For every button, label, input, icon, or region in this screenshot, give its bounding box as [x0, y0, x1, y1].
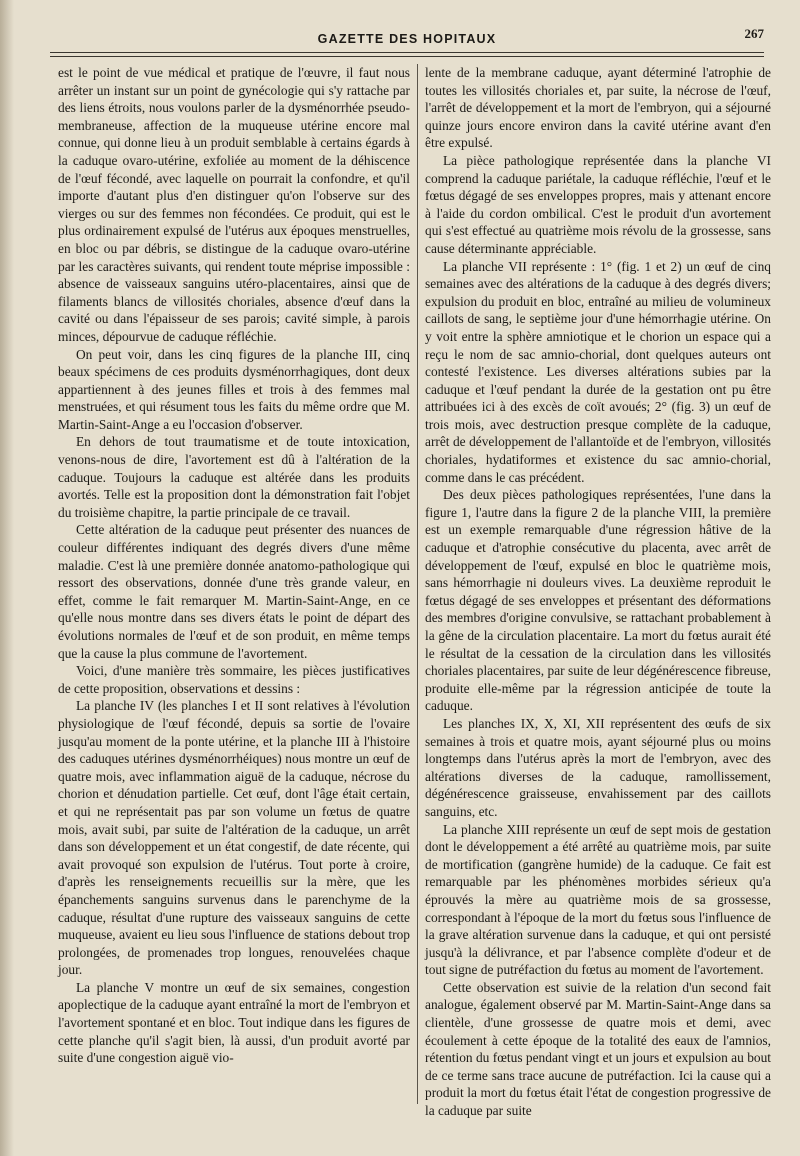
- page-edge-shadow: [0, 0, 14, 1156]
- paragraph: Des deux pièces pathologiques représentées, l'une dans la figure 1, l'autre dans la figure 2 de la planche VIII, la première est un exemple remarquable d'une régression hâtive de la caduque et d'atrophie consécutive du placenta, avec arrêt de développement de l'œuf, expulsé en bloc le quatrième mois, sans hémorrhagie ni douleurs vives. La deuxième reproduit le fœtus dégagé de ses enveloppes et présentant des déformations des membres d'origine convulsive, se rattachant probablement à la gêne de la circulation placentaire. La mort du fœtus aurait été le résultat de la cessation de la circulation dans les villosités choriales placentaires, par suite de leur dégénérescence fibreuse, produite elle-même par la régression anticipée de toute la caduque.: [425, 487, 771, 714]
- right-column: [425, 64, 771, 1120]
- paragraph: En dehors de tout traumatisme et de toute intoxication, venons-nous de dire, l'avortement est dû à l'altération de la caduque. Toujours la caduque est altérée dans les produits avortés. Telle est la proposition dont la démonstration fait l'objet du troisième chapitre, la partie principale de ce travail.: [58, 434, 410, 520]
- column-divider: [417, 64, 418, 1104]
- paragraph: On peut voir, dans les cinq figures de la planche III, cinq beaux spécimens de ces produits dysménorrhagiques, dont deux appartiennent à des jeunes filles et trois à des femmes mal menstruées, et qui résument tous les faits du même ordre que M. Martin-Saint-Ange a eu l'occasion d'observer.: [58, 346, 410, 432]
- paragraph: Cette observation est suivie de la relation d'un second fait analogue, également observé par M. Martin-Saint-Ange dans sa clientèle, d'une grossesse de quatre mois et demi, avec écoulement à cette époque de la totalité des eaux de l'amnios, rétention du fœtus pendant vingt et un jours et expulsion au bout de ce terme sans trace aucune de putréfaction. Ici la cause qui a produit la mort du fœtus était l'état de congestion progressive de la caduque par suite: [425, 979, 771, 1119]
- paragraph: La planche XIII représente un œuf de sept mois de gestation dont le développement a été arrêté au quatrième mois, par suite de mortification (gangrène humide) de la caduque. Ce fait est remarquable par les phénomènes morbides sérieux qu'a éprouvés la mère au quatrième mois de sa grossesse, correspondant à l'époque de la mort du fœtus sous l'influence de la grave altération survenue dans la caduque, et qui ont persisté jusqu'à la délivrance, et par l'absence complète d'odeur et de tout signe de putréfaction du fœtus au moment de l'avortement.: [425, 821, 771, 978]
- paragraph: La planche VII représente : 1° (fig. 1 et 2) un œuf de cinq semaines avec des altérations de la caduque à des degrés divers; expulsion du produit en bloc, entraîné au milieu de volumineux caillots de sang, le septième jour d'une hémorrhagie utérine. On y voit entre la sphère amniotique et le chorion un espace qui a reçu le nom de sac amnio-chorial, dont quelques auteurs ont contesté l'existence. Les diverses altérations subies par la caduque et l'œuf pendant la durée de la gestation ont pu être attribuées ici à des excès de coït avoués; 2° (fig. 3) un œuf de trois mois, avec destruction presque complète de la caduque, arrêt de développement de l'allantoïde et de l'embryon, villosités choriales, hydatiformes et existence du sac amnio-chorial, comme dans le cas précédent.: [425, 258, 771, 485]
- running-title: GAZETTE DES HOPITAUX: [317, 32, 497, 46]
- paragraph: Les planches IX, X, XI, XII représentent des œufs de six semaines à trois et quatre mois, ayant séjourné plus ou moins longtemps dans l'utérus après la mort de l'embryon, avec des altérations diverses de la caduque, ramollissement, dégénérescence graisseuse, envahissement par des caillots sanguins, etc.: [425, 715, 771, 819]
- paragraph: La pièce pathologique représentée dans la planche VI comprend la caduque pariétale, la caduque réfléchie, l'œuf et le fœtus dégagé de ses enveloppes propres, mais y attenant encore à l'aide du cordon ombilical. C'est le produit d'un avortement qui s'est effectué au quatrième mois révolu de la grossesse, sans cause déterminante appréciable.: [425, 152, 771, 256]
- paragraph: Voici, d'une manière très sommaire, les pièces justificatives de cette proposition, observations et dessins :: [58, 663, 410, 696]
- paragraph: Cette altération de la caduque peut présenter des nuances de couleur différentes indiquant des degrés divers d'une même maladie. C'est là une première donnée anatomo-pathologique qui ressort des observations, donnée d'une très grande valeur, en effet, comme le fait remarquer M. Martin-Saint-Ange, en ce qu'elle nous montre dans ses divers états le point de départ des évolutions normales de l'œuf et de son produit, en même temps que la cause la plus commune de l'avortement.: [58, 522, 410, 661]
- header-rule-thin: [50, 56, 764, 57]
- paragraph: lente de la membrane caduque, ayant déterminé l'atrophie de toutes les villosités choriales et, par suite, la nécrose de l'œuf, l'arrêt de développement et la mort de l'embryon, qui a séjourné quinze jours encore environ dans la cavité utérine avant d'en être expulsé.: [425, 65, 771, 151]
- left-column: [58, 64, 410, 1067]
- paragraph: La planche V montre un œuf de six semaines, congestion apoplectique de la caduque ayant entraîné la mort de l'embryon et l'avortement spontané et en bloc. Tout indique dans les figures de cette planche qu'il s'agit bien, là aussi, d'un produit avorté par suite d'une congestion aiguë vio-: [58, 979, 410, 1066]
- header-rule: [50, 52, 764, 53]
- page-header: [50, 26, 764, 52]
- page-number: 267: [744, 26, 764, 41]
- paragraph: est le point de vue médical et pratique de l'œuvre, il faut nous arrêter un instant sur un point de gynécologie qui s'y rattache par des liens étroits, nous voulons parler de la dysménorrhée pseudo-membraneuse, affection de la muqueuse utérine encore mal connue, qui donne lieu à un produit semblable à certains égards à la caduque ovaro-utérine, exfoliée au moment de la déhiscence de l'œuf fécondé, avec laquelle on pourrait la confondre, et qu'il importe d'autant plus d'en distinguer qu'on l'observe sur des vierges ou sur des femmes non fécondées. Ce produit, qui est le plus ordinairement expulsé de l'utérus aux époques menstruelles, en bloc ou par débris, se distingue de la caduque ovaro-utérine par les caractères suivants, qui rendent toute méprise impossible : absence de vaisseaux sanguins utéro-placentaires, ainsi que de filaments blancs de villosités choriales, absence d'œuf dans la cavité ou dans l'épaisseur de ses parois; cavité simple, à parois minces, dépourvue de caduque réfléchie.: [58, 65, 410, 344]
- paragraph: La planche IV (les planches I et II sont relatives à l'évolution physiologique de l'œuf fécondé, depuis sa sortie de l'ovaire jusqu'au moment de la ponte utérine, et la planche III à l'histoire des caduques utérines dysménorrhéiques) nous montre un œuf de quatre mois, avec inflammation aiguë de la caduque, nécrose du chorion et dénudation partielle. Cet œuf, dont l'âge était certain, et qui ne représentait pas par son volume un fœtus de quatre mois, avait subi, par suite de l'altération de la caduque, un arrêt dans son développement et un état congestif, de date récente, qui avait provoqué son expulsion de l'utérus. Tout porte à croire, d'après les renseignements recueillis sur la mère, que les épanchements sanguins survenus dans le parenchyme de la caduque, résultat d'une rupture des vaisseaux sanguins de cette muqueuse, avaient eu lieu sous l'influence de stations debout trop prolongées, de promenades trop longues, renouvelées chaque jour.: [58, 698, 410, 978]
